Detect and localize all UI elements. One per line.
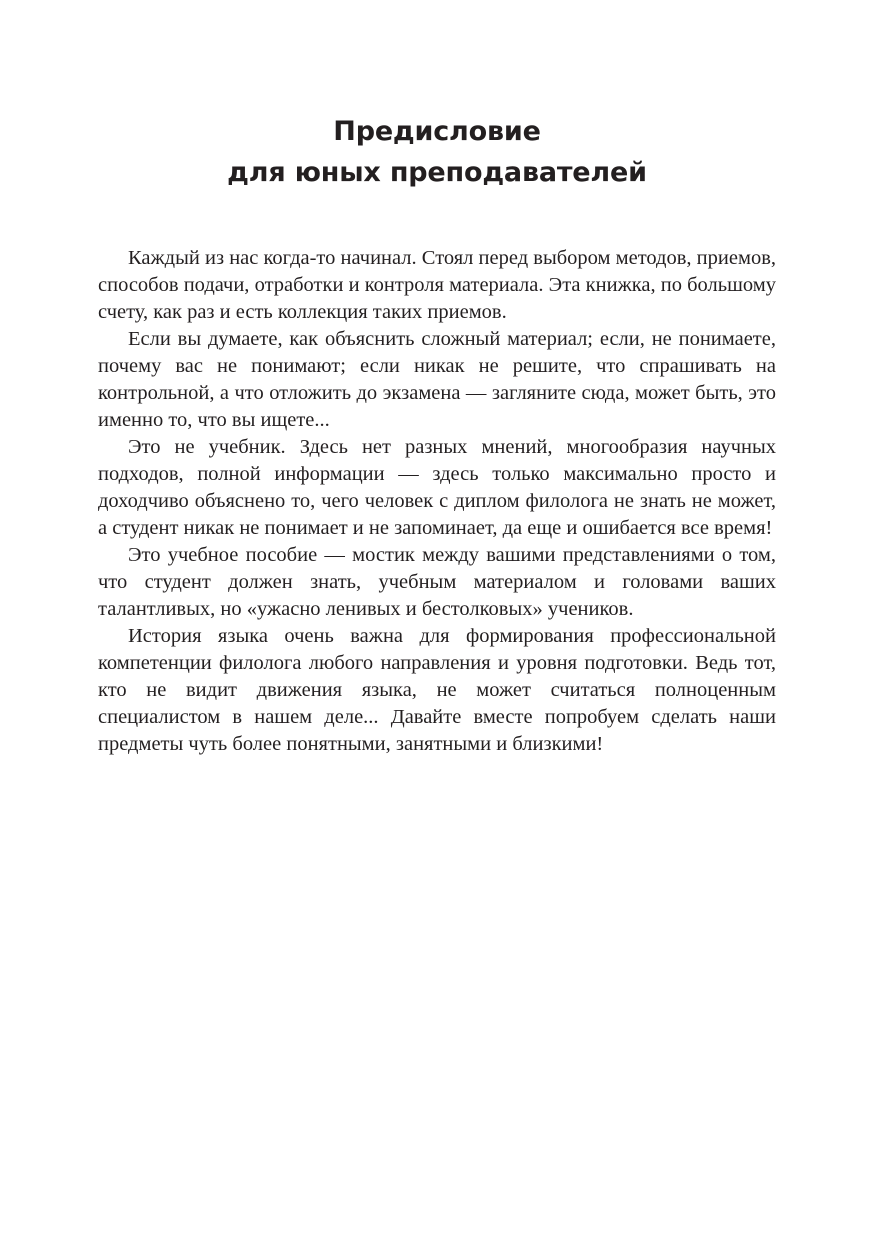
- paragraph-5: История языка очень важна для формирования профессиональной компетенции филолога любого направления и уровня подготовки. Ведь тот, кто не видит движения языка, не может считаться полноценным специалистом в нашем деле... Давайте вместе попробуем сделать наши предметы чуть более понятными, занятными и близкими!: [98, 625, 776, 755]
- page-title: [98, 111, 776, 193]
- paragraph-1: Каждый из нас когда-то начинал. Стоял перед выбором методов, приемов, способов подачи, отработки и контроля материала. Эта книжка, по большому счету, как раз и есть коллекция таких приемов.: [98, 247, 776, 323]
- title-line-1: Предисловие: [333, 116, 541, 147]
- paragraph-2: Если вы думаете, как объяснить сложный материал; если, не понимаете, почему вас не понимают; если никак не решите, что спрашивать на контрольной, а что отложить до экзамена — загляните сюда, может быть, это именно то, что вы ищете...: [98, 328, 776, 431]
- preface-body: [98, 245, 776, 758]
- paragraph-4: Это учебное пособие — мостик между вашими представлениями о том, что студент должен знать, учебным материалом и головами ваших талантливых, но «ужасно ленивых и бестолковых» учеников.: [98, 544, 776, 620]
- paragraph-3: Это не учебник. Здесь нет разных мнений, многообразия научных подходов, полной информации — здесь только максимально просто и доходчиво объяснено то, чего человек с диплом филолога не знать не может, а студент никак не понимает и не запоминает, да еще и ошибается все время!: [98, 436, 776, 539]
- title-line-2: для юных преподавателей: [227, 157, 647, 188]
